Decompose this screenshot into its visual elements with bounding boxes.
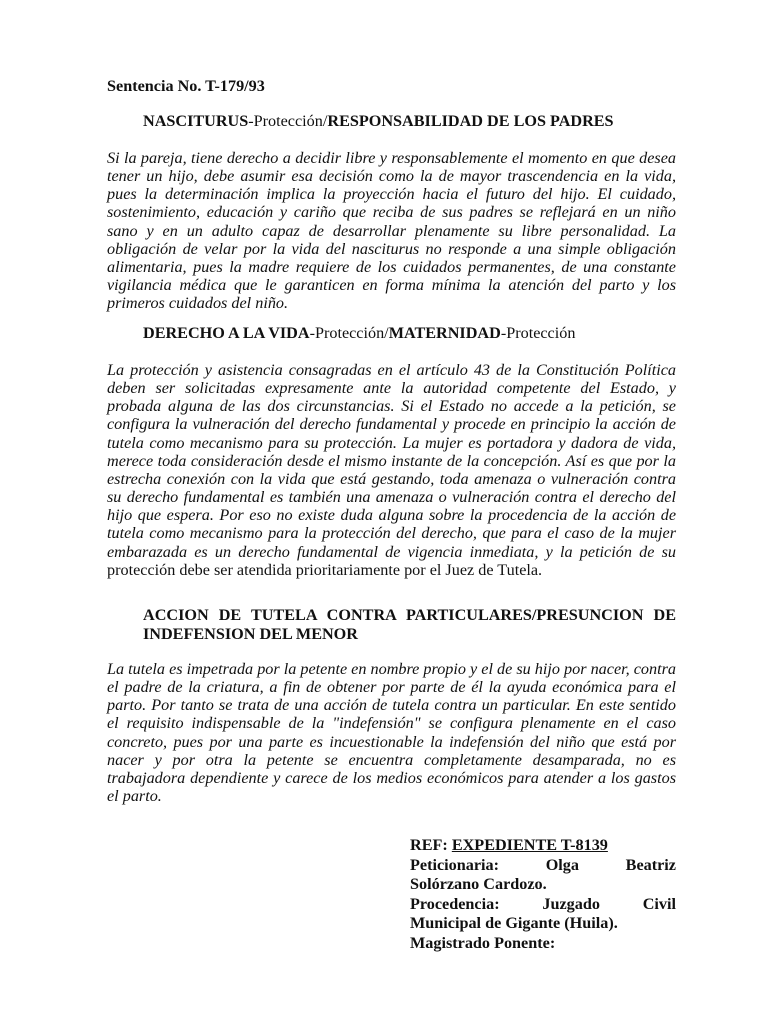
heading-qualifier: -Protección/ — [309, 324, 389, 342]
section-2-heading — [143, 324, 676, 343]
heading-keyword: DERECHO A LA VIDA — [143, 324, 310, 342]
procedencia-word-1: Juzgado — [542, 894, 600, 913]
section-3-text: La tutela es impetrada por la petente en nombre propio y el de su hijo por nacer, contra el padre de la criatura, a fin de obtener por parte de él la ayuda económica para el parto. Por tanto se trata de una acción de tutela contra un particular. En este sentido el requisito indispensable de la "indefensión" se configura plenamente en el caso concreto, pues por una parte es incuestionable la indefensión del niño que está por nacer y por otra la petente se encuentra completamente desamparada, no es trabajadora dependiente y carece de los medios económicos para atender a los gastos el parto. — [107, 660, 676, 806]
heading-keyword: RESPONSABILIDAD DE LOS PADRES — [327, 112, 614, 130]
procedencia-word-2: Civil — [642, 894, 676, 913]
section-1-heading — [143, 112, 676, 131]
procedencia-line — [410, 895, 676, 915]
heading-keyword: MATERNIDAD — [388, 324, 501, 342]
heading-qualifier: -Protección/ — [248, 112, 328, 130]
peticionaria-name-1: Olga — [545, 855, 579, 874]
section-2-text — [107, 361, 676, 579]
sentence-title: Sentencia No. T-179/93 — [107, 77, 265, 95]
section-2-ending: protección debe ser atendida prioritariamente por el Juez de Tutela. — [107, 560, 543, 579]
section-2-body: La protección y asistencia consagradas en el artículo 43 de la Constitución Política deben ser solicitadas expresamente ante la autoridad competente del Estado, y probada alguna de las dos circunstancias. Si el Estado no accede a la petición, se configura la vulneración del derecho fundamental y procede en principio la acción de tutela como mecanismo para su protección. La mujer es portadora y dadora de vida, merece toda consideración desde el mismo instante de la concepción. Así es que por la estrecha conexión con la vida que está gestando, toda amenaza o vulneración contra su derecho fundamental es también una amenaza o vulneración contra el derecho del hijo que espera. Por eso no existe duda alguna sobre la procedencia de la acción de tutela como mecanismo para la protección del derecho, que para el caso de la mujer embarazada es un derecho fundamental de vigencia inmediata, y la petición de su — [107, 361, 676, 561]
procedencia-continuation: Municipal de Gigante (Huila). — [410, 914, 618, 932]
ref-label: REF: — [410, 836, 448, 854]
ref-line — [410, 836, 676, 856]
procedencia-label: Procedencia: — [410, 894, 500, 913]
peticionaria-line — [410, 856, 676, 876]
section-1-text: Si la pareja, tiene derecho a decidir libre y responsablemente el momento en que desea tener un hijo, debe asumir esa decisión como la de mayor trascendencia en la vida, pues la determinación implica la proyección hacia el futuro del hijo. El cuidado, sostenimiento, educación y cariño que reciba de sus padres se reflejará en un niño sano y en un adulto capaz de desarrollar plenamente su libre personalidad. La obligación de velar por la vida del nasciturus no responde a una simple obligación alimentaria, pues la madre requiere de los cuidados permanentes, de una constante vigilancia médica que le garanticen en forma mínima la atención del parto y los primeros cuidados del niño. — [107, 149, 676, 313]
heading-qualifier: -Protección — [500, 324, 576, 342]
peticionaria-label: Peticionaria: — [410, 855, 499, 874]
reference-block — [410, 836, 676, 953]
peticionaria-continuation: Solórzano Cardozo. — [410, 875, 547, 893]
case-number: EXPEDIENTE T-8139 — [451, 836, 608, 854]
peticionaria-name-2: Beatriz — [625, 855, 676, 874]
magistrado-label: Magistrado Ponente: — [410, 933, 556, 952]
section-3-heading: ACCION DE TUTELA CONTRA PARTICULARES/PRESUNCION DE INDEFENSION DEL MENOR — [143, 606, 676, 643]
heading-keyword: NASCITURUS — [143, 112, 249, 130]
